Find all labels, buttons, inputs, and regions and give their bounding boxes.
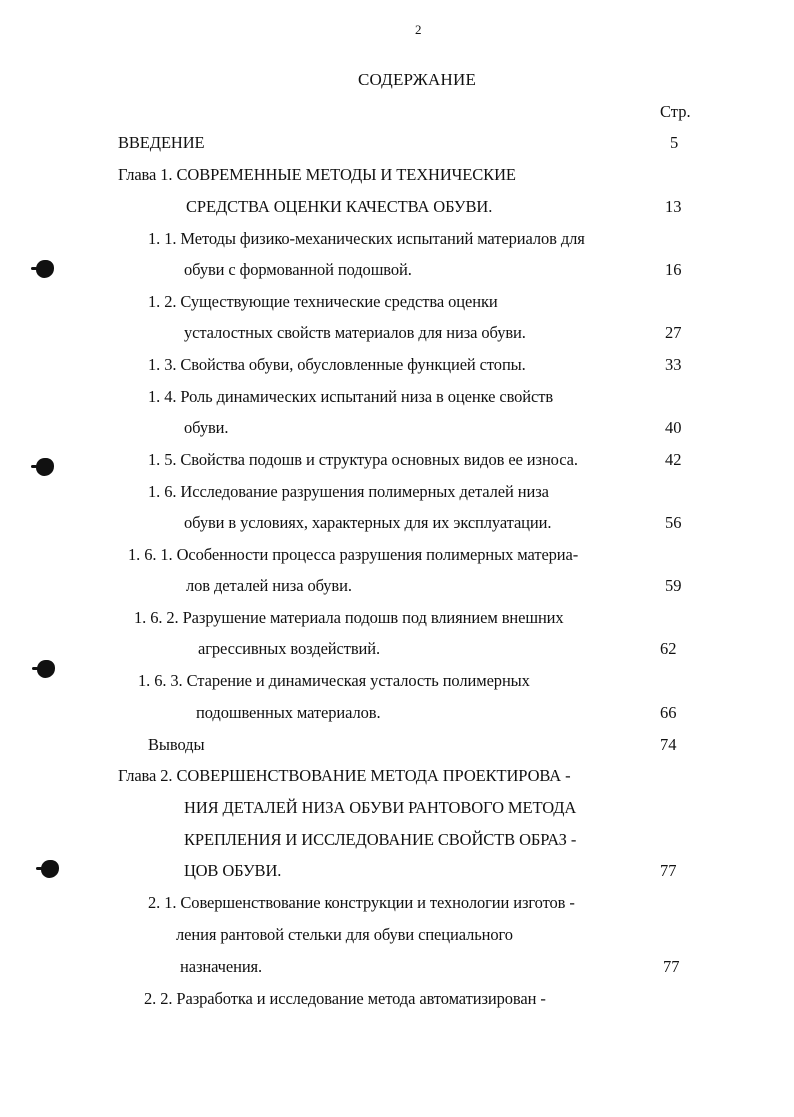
toc-entry-page: 59	[665, 576, 682, 595]
toc-entry-text: назначения.	[180, 957, 263, 976]
toc-entry-text: ВВЕДЕНИЕ	[118, 133, 205, 152]
toc-entry-text: 1. 6. Исследование разрушения полимерных деталей низа	[148, 482, 549, 501]
toc-entry-text: Глава 1. СОВРЕМЕННЫЕ МЕТОДЫ И ТЕХНИЧЕСКИЕ	[118, 165, 516, 184]
toc-entry-text: 1. 3. Свойства обуви, обусловленные функцией стопы.	[148, 355, 526, 374]
toc-entry-text: 1. 6. 1. Особенности процесса разрушения полимерных материа-	[128, 545, 579, 564]
binder-hole-mark	[36, 260, 54, 278]
toc-entry-text: 1. 6. 2. Разрушение материала подошв под влиянием внешних	[134, 608, 564, 627]
toc-entry-text: обуви с формованной подошвой.	[184, 260, 412, 279]
toc-entry-page: 62	[660, 639, 677, 658]
toc-entry-page: 66	[660, 703, 677, 722]
toc-entry-text: СРЕДСТВА ОЦЕНКИ КАЧЕСТВА ОБУВИ.	[186, 197, 493, 216]
toc-entry-page: 27	[665, 323, 682, 342]
toc-entry-text: Выводы	[148, 735, 205, 754]
toc-entry-text: 2. 1. Совершенствование конструкции и технологии изготов -	[148, 893, 575, 912]
toc-entry-page: 40	[665, 418, 682, 437]
toc-entry-text: 1. 5. Свойства подошв и структура основных видов ее износа.	[148, 450, 578, 469]
binder-hole-mark	[36, 458, 54, 476]
toc-entry-page: 33	[665, 355, 682, 374]
page-column-header: Стр.	[660, 102, 691, 121]
binder-hole-mark	[37, 660, 55, 678]
toc-entry-page: 16	[665, 260, 682, 279]
toc-entry-text: 1. 2. Существующие технические средства оценки	[148, 292, 498, 311]
toc-entry-text: 1. 6. 3. Старение и динамическая усталость полимерных	[138, 671, 530, 690]
toc-entry-text: 1. 4. Роль динамических испытаний низа в оценке свойств	[148, 387, 554, 406]
toc-entry-text: усталостных свойств материалов для низа обуви.	[184, 323, 526, 342]
toc-entry-page: 42	[665, 450, 682, 469]
toc-entry-text: 2. 2. Разработка и исследование метода автоматизирован -	[144, 989, 546, 1008]
toc-entry-text: обуви в условиях, характерных для их эксплуатации.	[184, 513, 552, 532]
toc-entry-text: агрессивных воздействий.	[198, 639, 381, 658]
page-title: СОДЕРЖАНИЕ	[358, 70, 477, 89]
toc-entry-text: ления рантовой стельки для обуви специального	[176, 925, 513, 944]
toc-entry-text: обуви.	[184, 418, 229, 437]
toc-entry-text: лов деталей низа обуви.	[186, 576, 352, 595]
page-number: 2	[415, 22, 422, 37]
toc-entry-page: 77	[663, 957, 680, 976]
toc-entry-text: НИЯ ДЕТАЛЕЙ НИЗА ОБУВИ РАНТОВОГО МЕТОДА	[184, 798, 577, 817]
toc-entry-text: Глава 2. СОВЕРШЕНСТВОВАНИЕ МЕТОДА ПРОЕКТИРОВА -	[118, 766, 571, 785]
toc-entry-text: подошвенных материалов.	[196, 703, 381, 722]
toc-entry-text: ЦОВ ОБУВИ.	[184, 861, 282, 880]
toc-entry-page: 74	[660, 735, 677, 754]
toc-entry-page: 77	[660, 861, 677, 880]
toc-entry-page: 5	[670, 133, 679, 152]
toc-entry-page: 13	[665, 197, 682, 216]
toc-entry-text: 1. 1. Методы физико-механических испытаний материалов для	[148, 229, 585, 248]
toc-entry-text: КРЕПЛЕНИЯ И ИССЛЕДОВАНИЕ СВОЙСТВ ОБРАЗ -	[184, 830, 577, 849]
binder-hole-mark	[41, 860, 59, 878]
toc-entry-page: 56	[665, 513, 682, 532]
